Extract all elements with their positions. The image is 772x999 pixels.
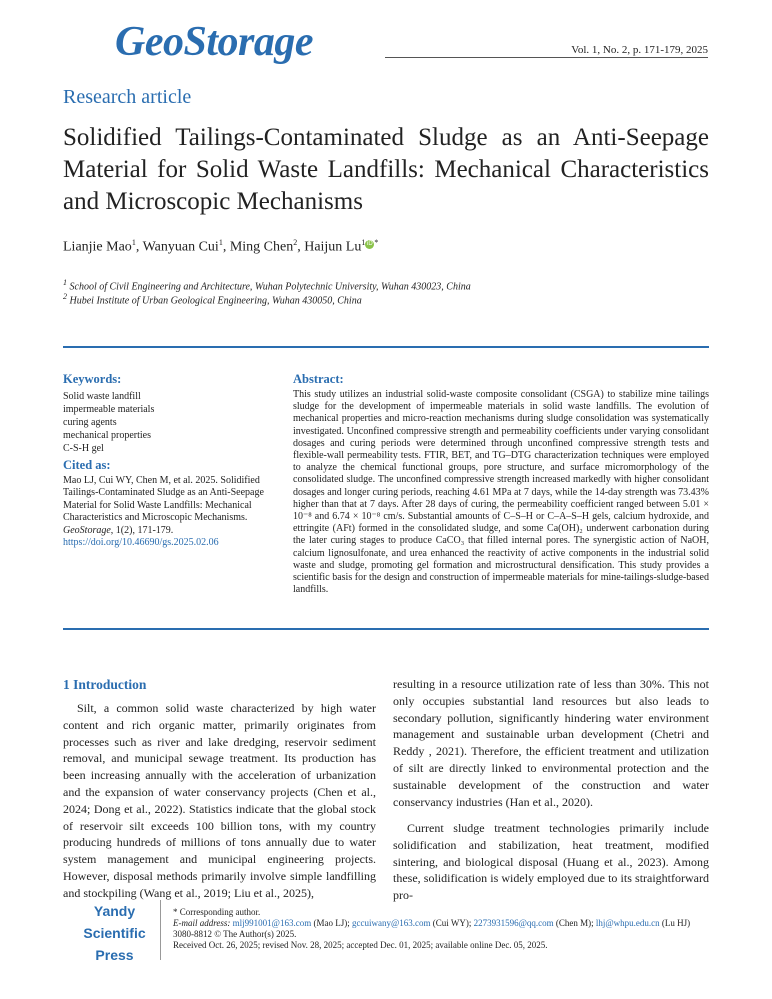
author-affil-sup: 1 (218, 238, 223, 247)
abstract-text: This study utilizes an industrial solid-waste composite consolidant (CSGA) to stabilize mine tailings sludge for the development of impermeable materials in solid waste landfills. The evolution of mechanical properties and micro-reaction mechanisms during sludge consolidation was systematically investigated. Unconfined compressive strength and permeability coefficients under varying consolidant dosages and curing periods were determined through unconfined compressive strength tests and flexible-wall permeability tests. FTIR, BET, and TG–DTG characterization techniques were employed to analyze the chemical functional groups, pore structure, and surface micromorphology of the consolidated sludge. The unconfined compressive strength increased markedly with higher consolidant dosages and longer curing periods, reaching 4.61 MPa at 7 days, while the 14-day strength was 73.43% higher than that at 7 days. After 28 days of curing, the permeability coefficient ranged between 5.01 × 10⁻⁸ and 6.74 × 10⁻⁸ cm/s. Substantial amounts of C–S–H or C–A–S–H gels, calcium hydroxide, and ettringite (AFt) formed in the consolidated sludge, and some Ca(OH)₂ underwent carbonation during the later curing stages to produce CaCO₃ that filled internal pores. The synergistic action of NaOH, calcium lignosulfonate, and urea enhanced the reactivity of active components in the industrial solid waste and sludge, promoting gel formation and microstructural densification. This study provides a scientific basis for the design and construction of impermeable materials for mine-tailings-sludge-based landfills. (293, 389, 709, 596)
issn-line: 3080-8812 © The Author(s) 2025. (173, 929, 297, 939)
author-affil-sup: 2 (293, 238, 298, 247)
author-affil-sup: 1 (361, 238, 366, 247)
email-link[interactable]: gccuiwany@163.com (351, 918, 431, 928)
dates-line: Received Oct. 26, 2025; revised Nov. 28, 2025; accepted Dec. 01, 2025; available online Dec. 05, 2025. (173, 940, 548, 950)
abstract-heading: Abstract: (293, 372, 344, 386)
author-name: Ming Chen (229, 239, 294, 255)
email-owner: (Cui WY); (430, 918, 474, 928)
doi-link[interactable]: https://doi.org/10.46690/gs.2025.02.06 (63, 537, 219, 549)
body-paragraph: resulting in a resource utilization rate of less than 30%. This not only occupies substantial land resources but also leads to secondary pollution, significantly hindering water environment management and sustainable urban development (Chetri and Reddy , 2021). Therefore, the efficient treatment and utilization of silt are directly linked to environmental protection and the sustainable development of the construction and water conservancy industries (Han et al., 2020). (393, 677, 709, 809)
keyword-item: mechanical properties (63, 430, 152, 441)
corresponding-note: * Corresponding author. (173, 907, 261, 917)
author-name: Haijun Lu (304, 239, 362, 255)
citation-text: Mao LJ, Cui WY, Chen M, et al. 2025. Solidified Tailings-Contaminated Sludge as an Anti-Seepage Material for Solid Waste Landfills: Mechanical Characteristics and Microscopic Mechanisms. (63, 475, 264, 524)
keyword-list (63, 390, 154, 455)
keyword-item: C-S-H gel (63, 443, 104, 454)
email-label: E-mail address: (173, 918, 231, 928)
citation-journal: GeoStorage (63, 524, 111, 536)
body-paragraph: Silt, a common solid waste characterized by high water content and rich organic matter, primarily originates from processes such as river and lake dredging, reservoir sediment removal, and municipal sewage treatment. Its production has been increasing annually with the acceleration of urbanization and the expansion of water conservancy projects (Chen et al., 2024; Dong et al., 2022). Statistics indicate that the global stock of reservoir silt exceeds 100 billion tons, with my country producing hundreds of millions of tons annually due to water system management and municipal engineering projects. However, disposal methods primarily involve simple landfilling and stockpiling (Wang et al., 2019; Liu et al., 2025), (63, 701, 376, 900)
footer-divider (160, 900, 161, 960)
volume-info: Vol. 1, No. 2, p. 171-179, 2025 (571, 44, 708, 56)
citation (63, 475, 268, 549)
body-paragraph: Current sludge treatment technologies primarily include solidification and stabilization, heat treatment, modified sintering, and biological disposal (Huang et al., 2023). Among these, solidification is widely employed due to its straightforward pro- (393, 821, 709, 903)
email-owner: (Mao LJ); (311, 918, 352, 928)
email-link[interactable]: 2273931596@qq.com (473, 918, 554, 928)
citation-pages: , 1(2), 171-179. (110, 524, 174, 536)
header-rule (385, 57, 708, 58)
affiliation-sup: 1 (63, 278, 67, 287)
email-link[interactable]: mlj991001@163.com (232, 918, 312, 928)
email-link[interactable]: lhj@whpu.edu.cn (595, 918, 660, 928)
keyword-item: Solid waste landfill (63, 391, 141, 402)
affiliation (63, 278, 471, 292)
orcid-icon[interactable]: iD (367, 241, 373, 247)
keywords-heading: Keywords: (63, 372, 122, 386)
email-owner: (Chen M); (553, 918, 596, 928)
section-divider-top (63, 346, 709, 348)
keyword-item: impermeable materials (63, 404, 155, 415)
publisher-logo (72, 900, 157, 966)
affiliation-sup: 2 (63, 292, 67, 301)
affiliation-text: Hubei Institute of Urban Geological Engineering, Wuhan 430050, China (69, 295, 362, 307)
keyword-item: curing agents (63, 417, 117, 428)
publisher-line: Press (95, 947, 134, 963)
section-heading-introduction: 1 Introduction (63, 677, 147, 692)
corresponding-star: * (374, 238, 379, 247)
affiliation (63, 292, 362, 306)
author-affil-sup: 1 (131, 238, 136, 247)
publisher-line: Scientific (83, 925, 146, 941)
email-owner: (Lu HJ) (659, 918, 691, 928)
journal-name: GeoStorage (115, 19, 313, 65)
section-divider-bottom (63, 628, 709, 630)
author-name: Lianjie Mao (63, 239, 132, 255)
author-list: Lianjie Mao$^1$, Wanyuan Cui$^1$, Ming Chen$^2$, Haijun Lu$^1$ iD * (63, 238, 379, 255)
email-line (173, 918, 713, 929)
cited-heading: Cited as: (63, 458, 111, 472)
article-type: Research article (63, 86, 192, 108)
paper-title: Solidified Tailings-Contaminated Sludge as an Anti-Seepage Material for Solid Waste Landfills: Mechanical Characteristics and Microscopic Mechanisms (63, 124, 709, 215)
author-name: Wanyuan Cui (142, 239, 219, 255)
affiliation-text: School of Civil Engineering and Architecture, Wuhan Polytechnic University, Wuhan 430023, China (69, 281, 471, 293)
footer-notes (173, 907, 713, 951)
publisher-line: Yandy (93, 903, 136, 919)
